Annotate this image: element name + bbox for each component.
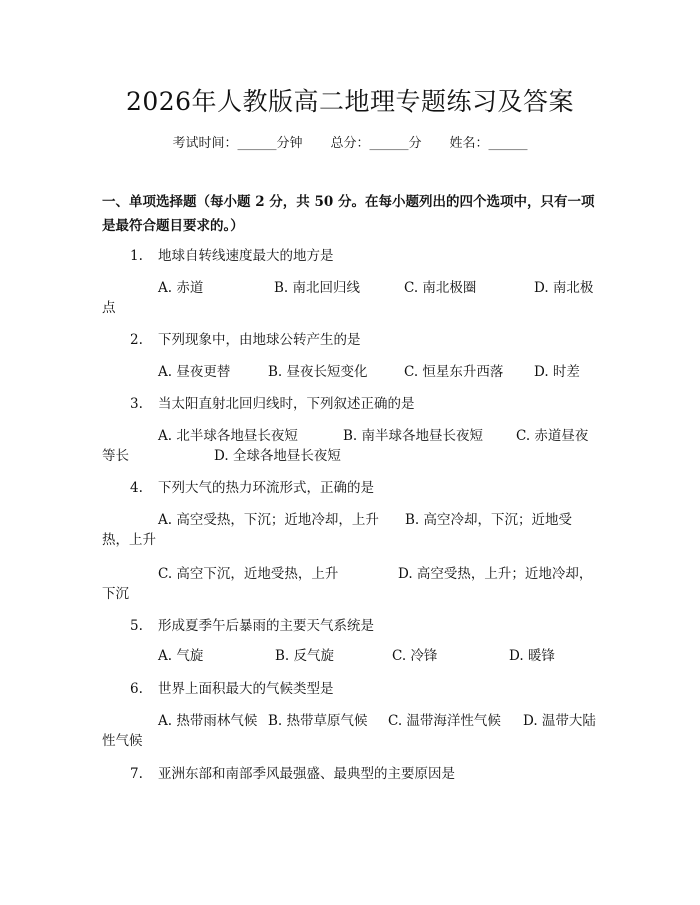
question-1-option-b: B. 南北回归线: [274, 280, 361, 296]
question-4-text: 下列大气的热力环流形式，正确的是: [158, 480, 374, 496]
question-5-option-d: D. 暖锋: [509, 648, 555, 664]
question-3-option-c: C. 赤道昼夜: [516, 428, 589, 444]
question-1-option-c: C. 南北极圈: [404, 280, 477, 296]
question-7-text: 亚洲东部和南部季风最强盛、最典型的主要原因是: [158, 766, 455, 782]
question-6-option-b: B. 热带草原气候: [268, 713, 368, 729]
question-4-number: 4.: [130, 480, 143, 496]
question-3-stem: [130, 392, 415, 412]
section-heading-line2: 是最符合题目要求的。）: [102, 218, 244, 234]
question-4-option-b-wrap: 热，上升: [102, 532, 156, 548]
question-6-number: 6.: [130, 681, 143, 697]
question-2-text: 下列现象中，由地球公转产生的是: [158, 332, 361, 348]
question-5-stem: [130, 614, 374, 634]
question-1-stem: [130, 244, 334, 264]
question-2-option-b: B. 昼夜长短变化: [268, 364, 368, 380]
question-1-number: 1.: [130, 248, 143, 264]
document-title: 2026年人教版高二地理专题练习及答案: [125, 87, 575, 116]
section-heading-line1: 一、单项选择题（每小题 2 分，共 50 分。在每小题列出的四个选项中，只有一项: [102, 194, 595, 210]
question-1-option-wrap: 点: [102, 300, 116, 316]
question-1-option-d: D. 南北极: [534, 280, 594, 296]
question-6-option-d: D. 温带大陆: [523, 713, 596, 729]
question-5-number: 5.: [130, 618, 143, 634]
question-7-stem: [130, 762, 455, 782]
question-6-option-a: A. 热带雨林气候: [158, 713, 258, 729]
question-2-option-c: C. 恒星东升西落: [404, 364, 504, 380]
question-2-stem: [130, 328, 361, 348]
exam-time-field: 考试时间：______分钟: [172, 136, 303, 151]
student-name-field: 姓名：______: [449, 136, 528, 151]
question-4-option-a: A. 高空受热，下沉；近地冷却，上升: [158, 512, 379, 528]
exam-info: [0, 132, 700, 151]
question-6-option-c: C. 温带海洋性气候: [388, 713, 501, 729]
question-3-text: 当太阳直射北回归线时，下列叙述正确的是: [158, 396, 415, 412]
question-4-option-c: C. 高空下沉，近地受热，上升: [158, 566, 339, 582]
total-score-field: 总分：______分: [330, 136, 422, 151]
question-5-option-b: B. 反气旋: [275, 648, 335, 664]
question-2-option-a: A. 昼夜更替: [158, 364, 231, 380]
question-6-text: 世界上面积最大的气候类型是: [158, 681, 334, 697]
question-3-option-b: B. 南半球各地昼长夜短: [343, 428, 484, 444]
question-1-option-a: A. 赤道: [158, 280, 204, 296]
question-4-stem: [130, 476, 374, 496]
question-2-number: 2.: [130, 332, 143, 348]
question-6-option-wrap: 性气候: [102, 733, 143, 749]
question-3-option-a: A. 北半球各地昼长夜短: [158, 428, 298, 444]
section-heading: [102, 190, 602, 238]
question-5-option-c: C. 冷锋: [392, 648, 438, 664]
question-4-option-d: D. 高空受热，上升；近地冷却，: [398, 566, 593, 582]
question-5-option-a: A. 气旋: [158, 648, 204, 664]
question-3-option-d: D. 全球各地昼长夜短: [214, 448, 341, 464]
question-3-number: 3.: [130, 396, 143, 412]
question-1-text: 地球自转线速度最大的地方是: [158, 248, 334, 264]
question-5-text: 形成夏季午后暴雨的主要天气系统是: [158, 618, 374, 634]
question-3-option-wrap: 等长: [102, 448, 129, 464]
question-4-option-b: B. 高空冷却，下沉；近地受: [405, 512, 573, 528]
question-4-option-d-wrap: 下沉: [102, 586, 129, 602]
question-7-number: 7.: [130, 766, 143, 782]
question-2-option-d: D. 时差: [534, 364, 580, 380]
question-6-stem: [130, 677, 334, 697]
